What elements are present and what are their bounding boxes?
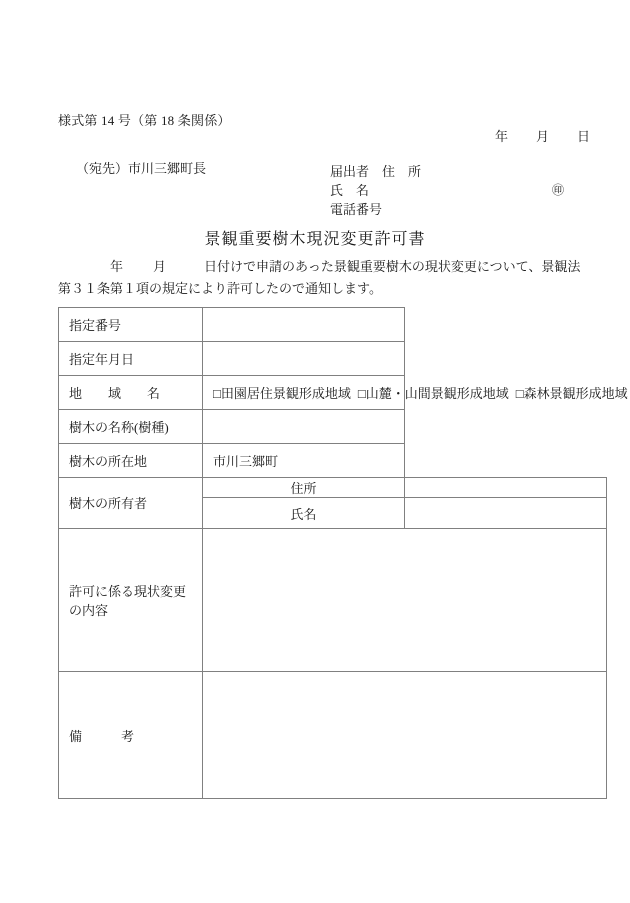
row-value-permitted-change-content[interactable] [203,529,607,672]
checkbox-icon: □ [357,386,366,401]
submitter-block [330,162,580,219]
date-day-label: 日 [577,129,591,144]
sub-row-value-owner-name[interactable] [405,498,607,529]
row-value-designation-date[interactable] [203,342,405,376]
table-row [59,376,607,410]
row-label-designation-date: 指定年月日 [59,342,203,376]
submitter-phone-row [330,200,580,219]
table-row [59,529,607,672]
row-label-remarks: 備 考 [59,672,203,799]
checkbox-icon: □ [213,386,221,401]
submitter-name-label: 氏 名 [330,183,370,198]
submitter-phone-label: 電話番号 [330,202,383,217]
form-table [58,307,628,799]
checkbox-area-option-3[interactable] [516,386,628,401]
row-value-designation-number[interactable] [203,308,405,342]
table-row [59,410,607,444]
submitter-address-label: 住 所 [382,164,422,179]
table-row [59,308,607,342]
checkbox-area-option-2[interactable] [358,386,509,401]
row-label-tree-owner: 樹木の所有者 [59,478,203,529]
row-label-tree-location: 樹木の所在地 [59,444,203,478]
row-label-area-name: 地 域 名 [59,376,203,410]
form-number: 様式第 14 号（第 18 条関係） [58,113,231,128]
row-value-tree-location[interactable]: 市川三郷町 [203,444,405,478]
row-label-permitted-change-content: 許可に係る現状変更の内容 [59,529,203,672]
body-month-label: 月 [153,259,167,274]
row-label-designation-number: 指定番号 [59,308,203,342]
page-title: 景観重要樹木現況変更許可書 [204,231,426,248]
checkbox-label-area-option-2: 山麓・山間景観形成地域 [365,386,509,401]
checkbox-icon: □ [515,386,524,401]
table-row [59,444,607,478]
table-row [59,342,607,376]
table-row [59,478,607,498]
seal-icon: ㊞ [551,183,564,197]
checkbox-area-option-1[interactable] [213,386,351,401]
submitter-address-row [330,162,580,181]
submitter-label: 届出者 [330,164,370,179]
checkbox-label-area-option-1: 田園居住景観形成地域 [220,386,351,401]
row-label-tree-name: 樹木の名称(樹種) [59,410,203,444]
submitter-name-row [330,181,580,200]
body-year-label: 年 [110,259,124,274]
date-year-label: 年 [495,129,509,144]
checkbox-label-area-option-3: 森林景観形成地域 [523,386,628,401]
row-value-area-name [203,376,628,410]
sub-row-label-owner-name: 氏名 [203,498,405,529]
addressee: （宛先）市川三郷町長 [76,161,207,176]
sub-row-value-owner-address[interactable] [405,478,607,498]
body-paragraph [58,256,588,300]
row-value-remarks[interactable] [203,672,607,799]
date-line [495,126,590,145]
body-line1-text: 日付けで申請のあった景観重要樹木の現状変更について、景観法第３１条第 [58,259,581,296]
date-month-label: 月 [536,129,550,144]
table-row [59,672,607,799]
row-value-tree-name[interactable] [203,410,405,444]
sub-row-label-owner-address: 住所 [203,478,405,498]
body-line2-text: １項の規定により許可したので通知します。 [123,281,382,296]
